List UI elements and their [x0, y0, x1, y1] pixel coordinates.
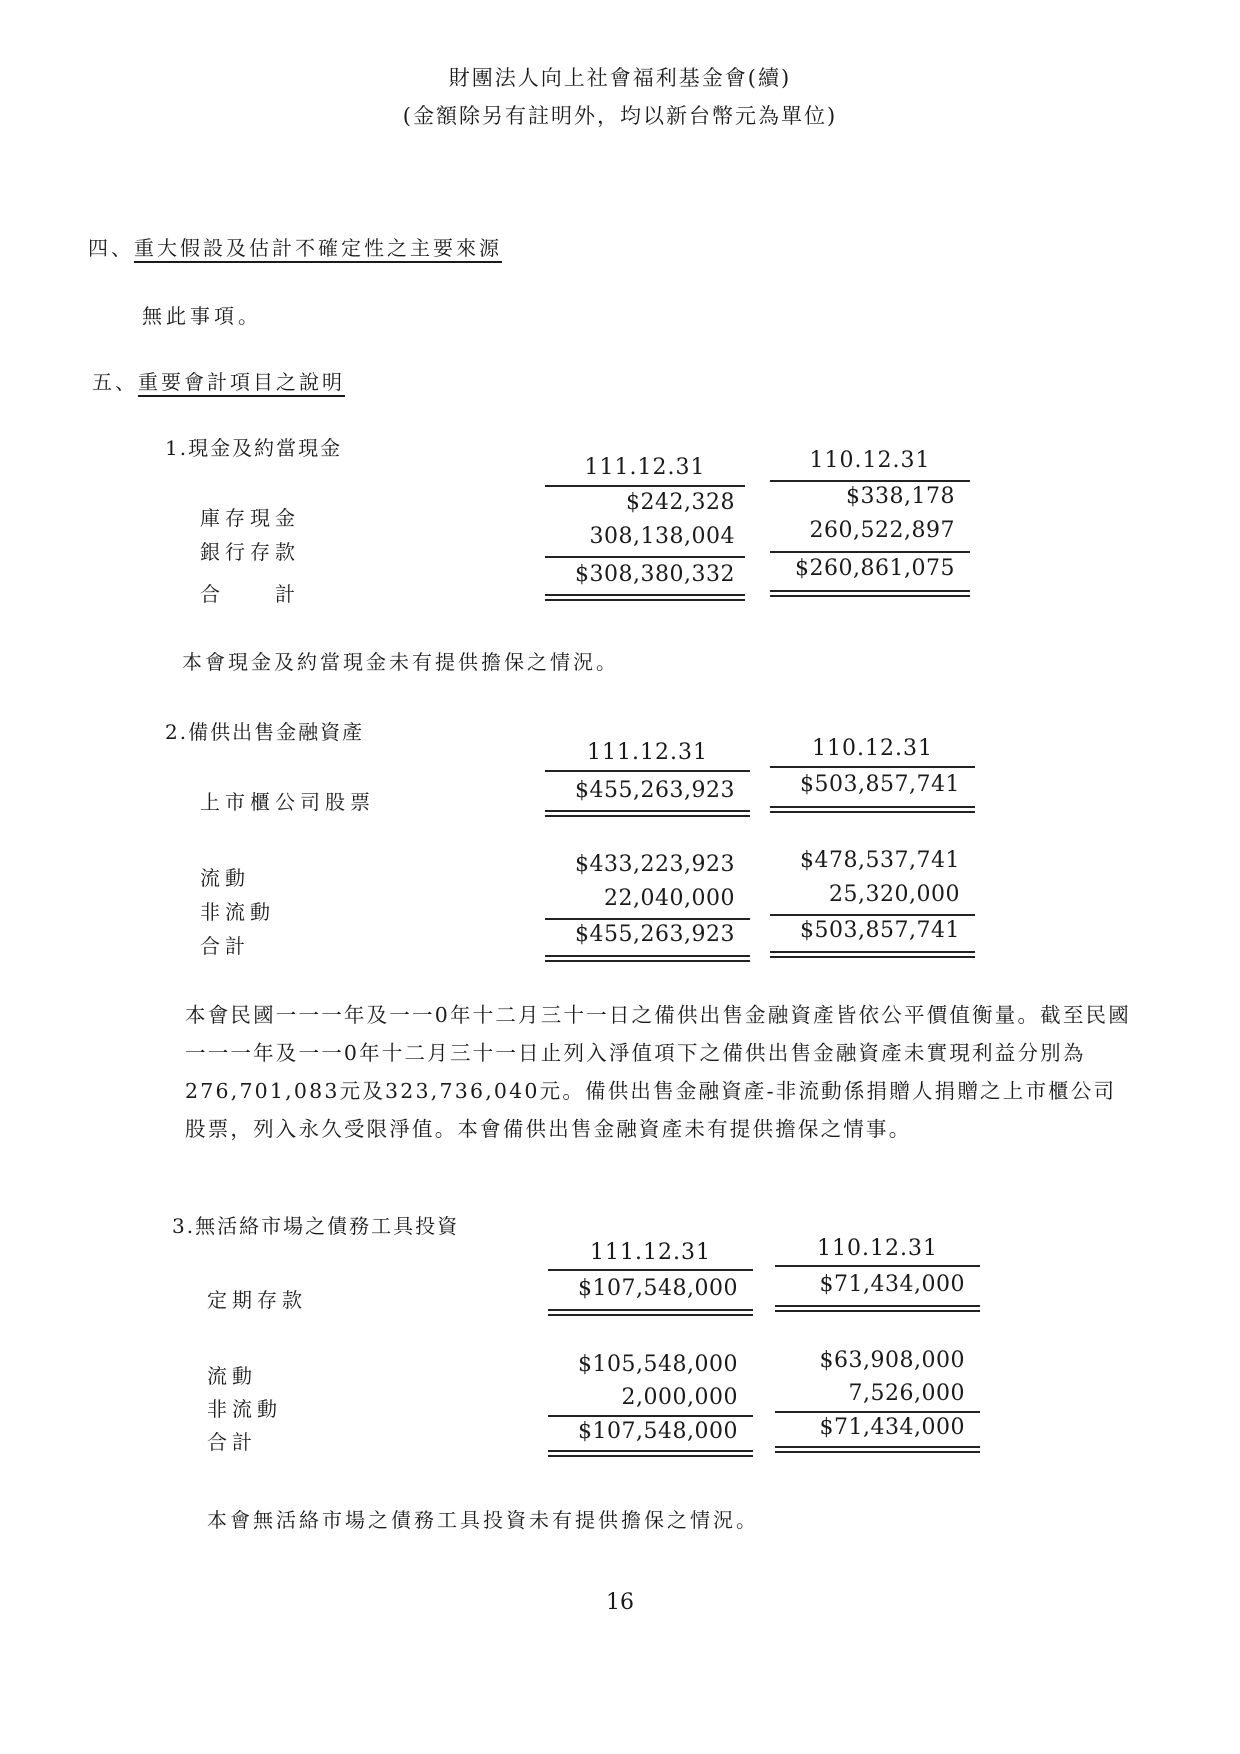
debt-subtotal-rule: [775, 1411, 980, 1413]
cash-row-value-111: 308,138,004: [589, 524, 735, 549]
debt-deposit-value-110: $71,434,000: [819, 1272, 965, 1297]
afs-row-value-111: 22,040,000: [604, 886, 735, 911]
afs-total-value-110: $503,857,741: [800, 918, 960, 943]
afs-row-value-111: $433,223,923: [575, 852, 735, 877]
afs-col2-header: 110.12.31: [812, 736, 933, 761]
afs-stock-double-rule: [545, 810, 750, 817]
cash-col1-header-rule: [545, 485, 745, 487]
debt-row-value-110: 7,526,000: [848, 1381, 965, 1406]
afs-row-label: 流動: [200, 866, 250, 890]
afs-row-value-110: 25,320,000: [829, 882, 960, 907]
afs-col2-header-rule: [770, 766, 975, 768]
debt-row-label: 流動: [207, 1364, 257, 1388]
cash-row-label: 銀行存款: [200, 540, 300, 564]
debt-total-double-rule: [548, 1450, 753, 1457]
cash-total-value-111: $308,380,332: [575, 562, 735, 587]
debt-subtotal-rule: [548, 1415, 753, 1417]
cash-row-label: 庫存現金: [200, 506, 300, 530]
cash-total-double-rule: [545, 594, 745, 601]
page-number: 16: [606, 1590, 634, 1615]
cash-row-value-110: 260,522,897: [809, 518, 955, 543]
cash-col2-header-rule: [770, 480, 970, 482]
afs-row-value-110: $478,537,741: [800, 848, 960, 873]
afs-stock-value-110: $503,857,741: [800, 772, 960, 797]
afs-total-label: 合計: [200, 934, 250, 958]
afs-stock-value-111: $455,263,923: [575, 778, 735, 803]
debt-deposit-double-rule: [548, 1309, 753, 1316]
debt-deposit-label: 定期存款: [207, 1288, 307, 1312]
cash-total-value-110: $260,861,075: [795, 556, 955, 581]
cash-total-double-rule: [770, 590, 970, 597]
cash-total-label: 合 計: [200, 582, 300, 606]
cash-note: 本會現金及約當現金未有提供擔保之情況。: [182, 650, 619, 674]
debt-total-value-110: $71,434,000: [819, 1415, 965, 1440]
afs-subtotal-rule: [545, 918, 750, 920]
afs-row-label: 非流動: [200, 900, 275, 924]
afs-total-double-rule: [770, 951, 975, 958]
afs-total-double-rule: [545, 955, 750, 962]
section-4-body: 無此事項。: [142, 304, 262, 328]
cash-subtotal-rule: [545, 556, 745, 558]
afs-col1-header: 111.12.31: [587, 740, 708, 765]
debt-total-double-rule: [775, 1446, 980, 1453]
afs-col1-header-rule: [545, 770, 750, 772]
section-4-title: 重大假設及估計不確定性之主要來源: [134, 236, 502, 260]
section-4-heading: [88, 232, 502, 261]
afs-total-value-111: $455,263,923: [575, 922, 735, 947]
document-title: 財團法人向上社會福利基金會(續): [448, 66, 792, 90]
cash-col2-header: 110.12.31: [809, 448, 931, 473]
debt-col2-header-rule: [775, 1265, 980, 1267]
cash-row-value-110: $338,178: [846, 484, 955, 509]
cash-col1-header: 111.12.31: [584, 455, 706, 480]
afs-note: 本會民國一一一年及一一0年十二月三十一日之備供出售金融資產皆依公平價值衡量。截至民國一一一年及一一0年十二月三十一日止列入淨值項下之備供出售金融資產未實現利益分別為276,701,083元及323,736,040元。備供出售金融資產-非流動係捐贈人捐贈之上市櫃公司股票，列入永久受限淨值。本會備供出售金融資產未有提供擔保之情事。: [185, 1003, 1131, 1141]
section-5-title: 重要會計項目之說明: [138, 370, 345, 394]
afs-stock-double-rule: [770, 806, 975, 813]
debt-deposit-double-rule: [775, 1305, 980, 1312]
afs-title: 2.備供出售金融資產: [165, 720, 365, 744]
debt-total-value-111: $107,548,000: [578, 1419, 738, 1444]
debt-note: 本會無活絡市場之債務工具投資未有提供擔保之情況。: [207, 1508, 759, 1532]
afs-subtotal-rule: [770, 914, 975, 916]
section-5-heading: [92, 366, 345, 395]
debt-row-label: 非流動: [207, 1397, 282, 1421]
debt-deposit-value-111: $107,548,000: [578, 1276, 738, 1301]
cash-title: 1.現金及約當現金: [165, 436, 343, 460]
cash-row-value-111: $242,328: [626, 490, 735, 515]
afs-stock-label: 上市櫃公司股票: [200, 790, 375, 814]
document-subtitle: (金額除另有註明外，均以新台幣元為單位): [402, 104, 838, 128]
debt-row-value-110: $63,908,000: [819, 1348, 965, 1373]
section-4-number: 四、: [88, 236, 134, 260]
cash-subtotal-rule: [770, 551, 970, 553]
debt-total-label: 合計: [207, 1430, 257, 1454]
debt-col1-header: 111.12.31: [590, 1240, 711, 1265]
section-5-number: 五、: [92, 370, 138, 394]
debt-col1-header-rule: [548, 1269, 753, 1271]
debt-row-value-111: 2,000,000: [621, 1385, 738, 1410]
debt-title: 3.無活絡市場之債務工具投資: [172, 1214, 460, 1238]
debt-row-value-111: $105,548,000: [578, 1352, 738, 1377]
debt-col2-header: 110.12.31: [817, 1236, 938, 1261]
